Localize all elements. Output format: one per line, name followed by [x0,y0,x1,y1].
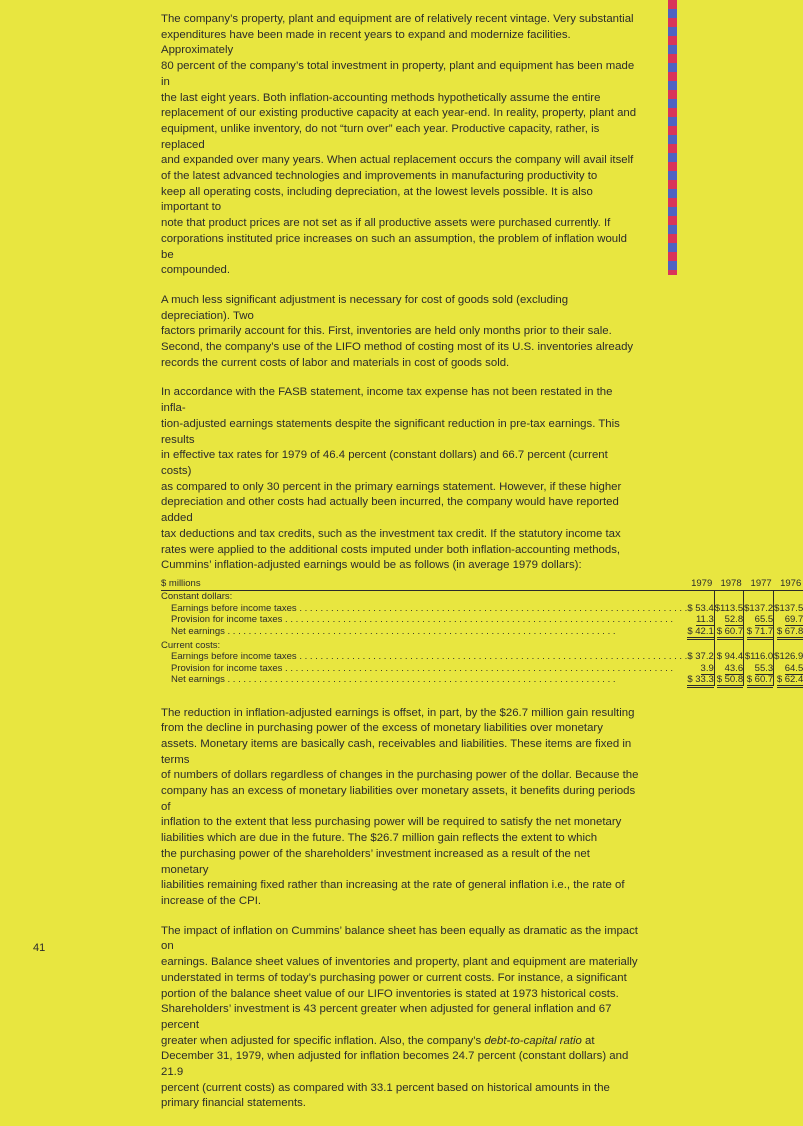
table-cell: $ 33.3 [687,674,713,688]
leader-dots [282,614,673,625]
table-cell: $ 50.8 [717,674,743,688]
paragraph-income-tax: In accordance with the FASB statement, income tax expense has not been restated in the infla- tion-adjusted earnings statements despite the significant reduction in pre-tax earnings. This results in effective tax rates for 1979 of 46.4 percent (constant dollars) and 66.7 percent (current costs) as compared to only 30 percent in the primary earnings statement. However, if these higher depreciation and other costs had actually been incurred, the company would have reported added tax deductions and tax credits, such as the investment tax credit. If the statutory income tax rates were applied to the additional costs imputed under both inflation-accounting methods, Cummins’ inflation-adjusted earnings would be as follows (in average 1979 dollars): [161,386,622,572]
paragraph-cost-of-goods: A much less significant adjustment is necessary for cost of goods sold (excluding depreciation). Two factors primarily account for this. First, inventories are held only months prior to their sale. Second, the company’s use of the LIFO method of costing most of its U.S. inventories already records the current costs of labor and materials in cost of goods sold. [161,293,634,369]
leader-dots [225,674,616,685]
table-cell: $ 94.4 [714,651,743,662]
table-cell: $ 60.7 [717,626,743,640]
table-cell: $ 37.2 [687,651,714,663]
table-cell: $ 67.8 [777,626,803,640]
table-row [161,674,803,685]
table-row [161,663,803,674]
table-header-row [161,578,803,591]
table-row [161,651,803,662]
inflation-adjusted-earnings-table [161,578,803,686]
row-label: Provision for income taxes [171,662,283,674]
table-cell: $ 62.4 [777,674,803,688]
table-cell: 43.6 [724,662,744,674]
leader-dots [282,663,673,674]
table-cell: 55.3 [754,662,774,674]
table-row [161,603,803,614]
table-cell: $ 71.7 [747,626,773,640]
table-cell: 3.9 [700,662,714,674]
leader-dots [225,626,616,637]
year-header: 1978 [714,578,743,591]
table-cell: $137.5 [774,602,803,614]
table-cell: $126.9 [774,651,803,663]
paragraph-text: at December 31, 1979, when adjusted for inflation becomes 24.7 percent (constant dollars) and 21.9 percent (current costs) as compared with 33.1 percent based on historical amounts in the primary financial statements. [161,1034,629,1110]
paragraph-balance-sheet [161,924,639,1112]
paragraph-property-plant: The company’s property, plant and equipment are of relatively recent vintage. Very substantial expenditures have been made in recent years to expand and modernize facilities. Approximately 80 percent of the company’s total investment in property, plant and equipment has been made in the last eight years. Both inflation-accounting methods hypothetically assume the entire replacement of our existing productive capacity at each year-end. In reality, property, plant and equipment, unlike inventory, do not “turn over” each year. Productive capacity, rather, is replaced and expanded over many years. When actual replacement occurs the company will avail itself of the latest advanced technologies and improvements in manufacturing productivity to keep all operating costs, including depreciation, at the lowest levels possible. It is also important to note that product prices are not set as if all productive assets were purchased currently. If corporations instituted price increases on such an assumption, the problem of inflation would be compounded. [161,13,637,277]
table-cell: $ 53.4 [687,602,714,614]
decorative-edge-strip [668,0,677,275]
table-cell: $ 42.1 [687,626,713,640]
table-cell: 64.5 [784,662,803,674]
row-label: Earnings before income taxes [171,651,297,663]
table-cell: $113.5 [714,602,744,614]
leader-dots [297,603,688,614]
year-header: 1976 [774,578,803,591]
row-label: Net earnings [171,625,225,637]
paragraph-monetary-gain: The reduction in inflation-adjusted earnings is offset, in part, by the $26.7 million gain resulting from the decline in purchasing power of the excess of monetary liabilities over monetary assets. Monetary items are basically cash, receivables and liabilities. These items are fixed in terms of numbers of dollars regardless of changes in the purchasing power of the dollar. Because the company has an excess of monetary liabilities over monetary assets, it benefits during periods of inflation to the extent that less purchasing power will be required to satisfy the net monetary liabilities which are due in the future. The $26.7 million gain reflects the extent to which the purchasing power of the shareholders’ investment increased as a result of the net monetary liabilities remaining fixed rather than increasing at the rate of general inflation i.e., the rate of increase of the CPI. [161,706,639,907]
section-title-row [161,591,803,603]
year-header: 1979 [687,578,714,591]
page-number: 41 [33,942,46,954]
table-cell: $116.0 [744,651,774,663]
row-label: Earnings before income taxes [171,602,297,614]
table-row [161,614,803,625]
table-cell: 52.8 [724,614,744,626]
table-cell: $ 60.7 [747,674,773,688]
row-label: Net earnings [171,674,225,686]
table-cell: $137.2 [744,602,774,614]
section-title: Constant dollars: [161,591,233,603]
page-content [161,12,803,1126]
table-cell: 69.7 [784,614,803,626]
year-header: 1977 [744,578,774,591]
italic-term: debt-to-capital ratio [484,1034,582,1047]
table-cell: 65.5 [754,614,774,626]
paragraph-text: The impact of inflation on Cummins’ balance sheet has been equally as dramatic as the impact on earnings. Balance sheet values of inventories and property, plant and equipment are materially understated in terms of today’s purchasing power or current costs. For instance, a significant portion of the balance sheet value of our LIFO inventories is stated at 1973 historical costs. Shareholders’ investment is 43 percent greater when adjusted for general inflation and 67 percent greater when adjusted for specific inflation. Also, the company’s [161,924,638,1047]
table-row [161,626,803,637]
table-cell: 11.3 [695,614,714,626]
section-title: Current costs: [161,639,221,651]
unit-label: $ millions [161,578,687,591]
row-label: Provision for income taxes [171,614,283,626]
leader-dots [297,651,688,662]
